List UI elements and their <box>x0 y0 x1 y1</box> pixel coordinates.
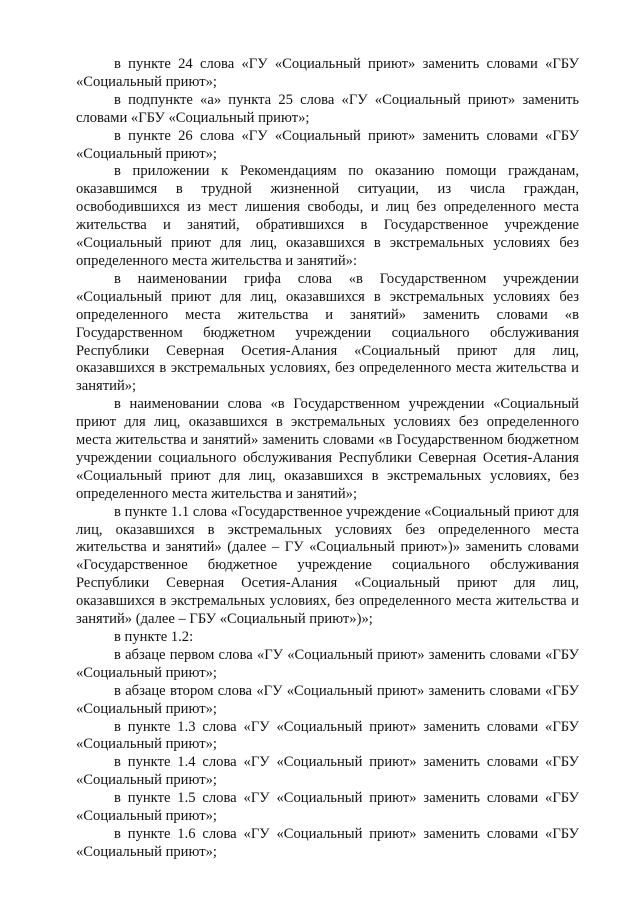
paragraph-title: в наименовании слова «в Государственном учреждении «Социальный приют для лиц, оказавшихся в экстремальных условиях без определенного места жительства и занятий» заменить словами «в Государственном бюджетном учреждении социального обслуживания Республики Северная Осетия-Алания «Социальный приют для лиц, оказавшихся в экстремальных условиях, без определенного места жительства и занятий»; <box>76 396 579 502</box>
paragraph-item-1-2-second: в абзаце втором слова «ГУ «Социальный приют» заменить словами «ГБУ «Социальный приют»; <box>76 682 579 717</box>
paragraph-griff-title: в наименовании грифа слова «в Государственном учреждении «Социальный приют для лиц, оказавшихся в экстремальных условиях без определенного места жительства и занятий» заменить словами «в Государственном бюджетном учреждении социального обслуживания Республики Северная Осетия-Алания «Социальный приют для лиц, оказавшихся в экстремальных условиях, без определенного места жительства и занятий»; <box>76 270 579 395</box>
paragraph-item-1-1: в пункте 1.1 слова «Государственное учреждение «Социальный приют для лиц, оказавшихся в экстремальных условиях без определенного места жительства и занятий» (далее – ГУ «Социальный приют»)» заменить словами «Государственное бюджетное учреждение социального обслуживания Республики Северная Осетия-Алания «Социальный приют для лиц, оказавшихся в экстремальных условиях, без определенного места жительства и занятий» (далее – ГБУ «Социальный приют»)»; <box>76 503 579 628</box>
paragraph-appendix: в приложении к Рекомендациям по оказанию помощи гражданам, оказавшимся в трудной жизненной ситуации, из числа граждан, освободившихся из мест лишения свободы, и лиц без определенного места жительства и занятий, обратившихся в Государственное учреждение «Социальный приют для лиц, оказавшихся в экстремальных условиях без определенного места жительства и занятий»: <box>76 163 579 269</box>
paragraph-item-1-3: в пункте 1.3 слова «ГУ «Социальный приют» заменить словами «ГБУ «Социальный приют»; <box>76 718 579 753</box>
paragraph-item-1-4: в пункте 1.4 слова «ГУ «Социальный приют» заменить словами «ГБУ «Социальный приют»; <box>76 754 579 789</box>
document-body <box>76 56 579 862</box>
paragraph-item-1-2: в пункте 1.2: <box>114 629 194 645</box>
paragraph-item-24: в пункте 24 слова «ГУ «Социальный приют» заменить словами «ГБУ «Социальный приют»; <box>76 56 579 90</box>
paragraph-item-26: в пункте 26 слова «ГУ «Социальный приют» заменить словами «ГБУ «Социальный приют»; <box>76 127 579 162</box>
paragraph-item-1-5: в пункте 1.5 слова «ГУ «Социальный приют» заменить словами «ГБУ «Социальный приют»; <box>76 790 579 825</box>
paragraph-item-1-2-first: в абзаце первом слова «ГУ «Социальный приют» заменить словами «ГБУ «Социальный приют»; <box>76 646 579 681</box>
paragraph-item-25a: в подпункте «а» пункта 25 слова «ГУ «Социальный приют» заменить словами «ГБУ «Социальный приют»; <box>76 91 579 126</box>
paragraph-item-1-6: в пункте 1.6 слова «ГУ «Социальный приют» заменить словами «ГБУ «Социальный приют»; <box>76 825 579 860</box>
